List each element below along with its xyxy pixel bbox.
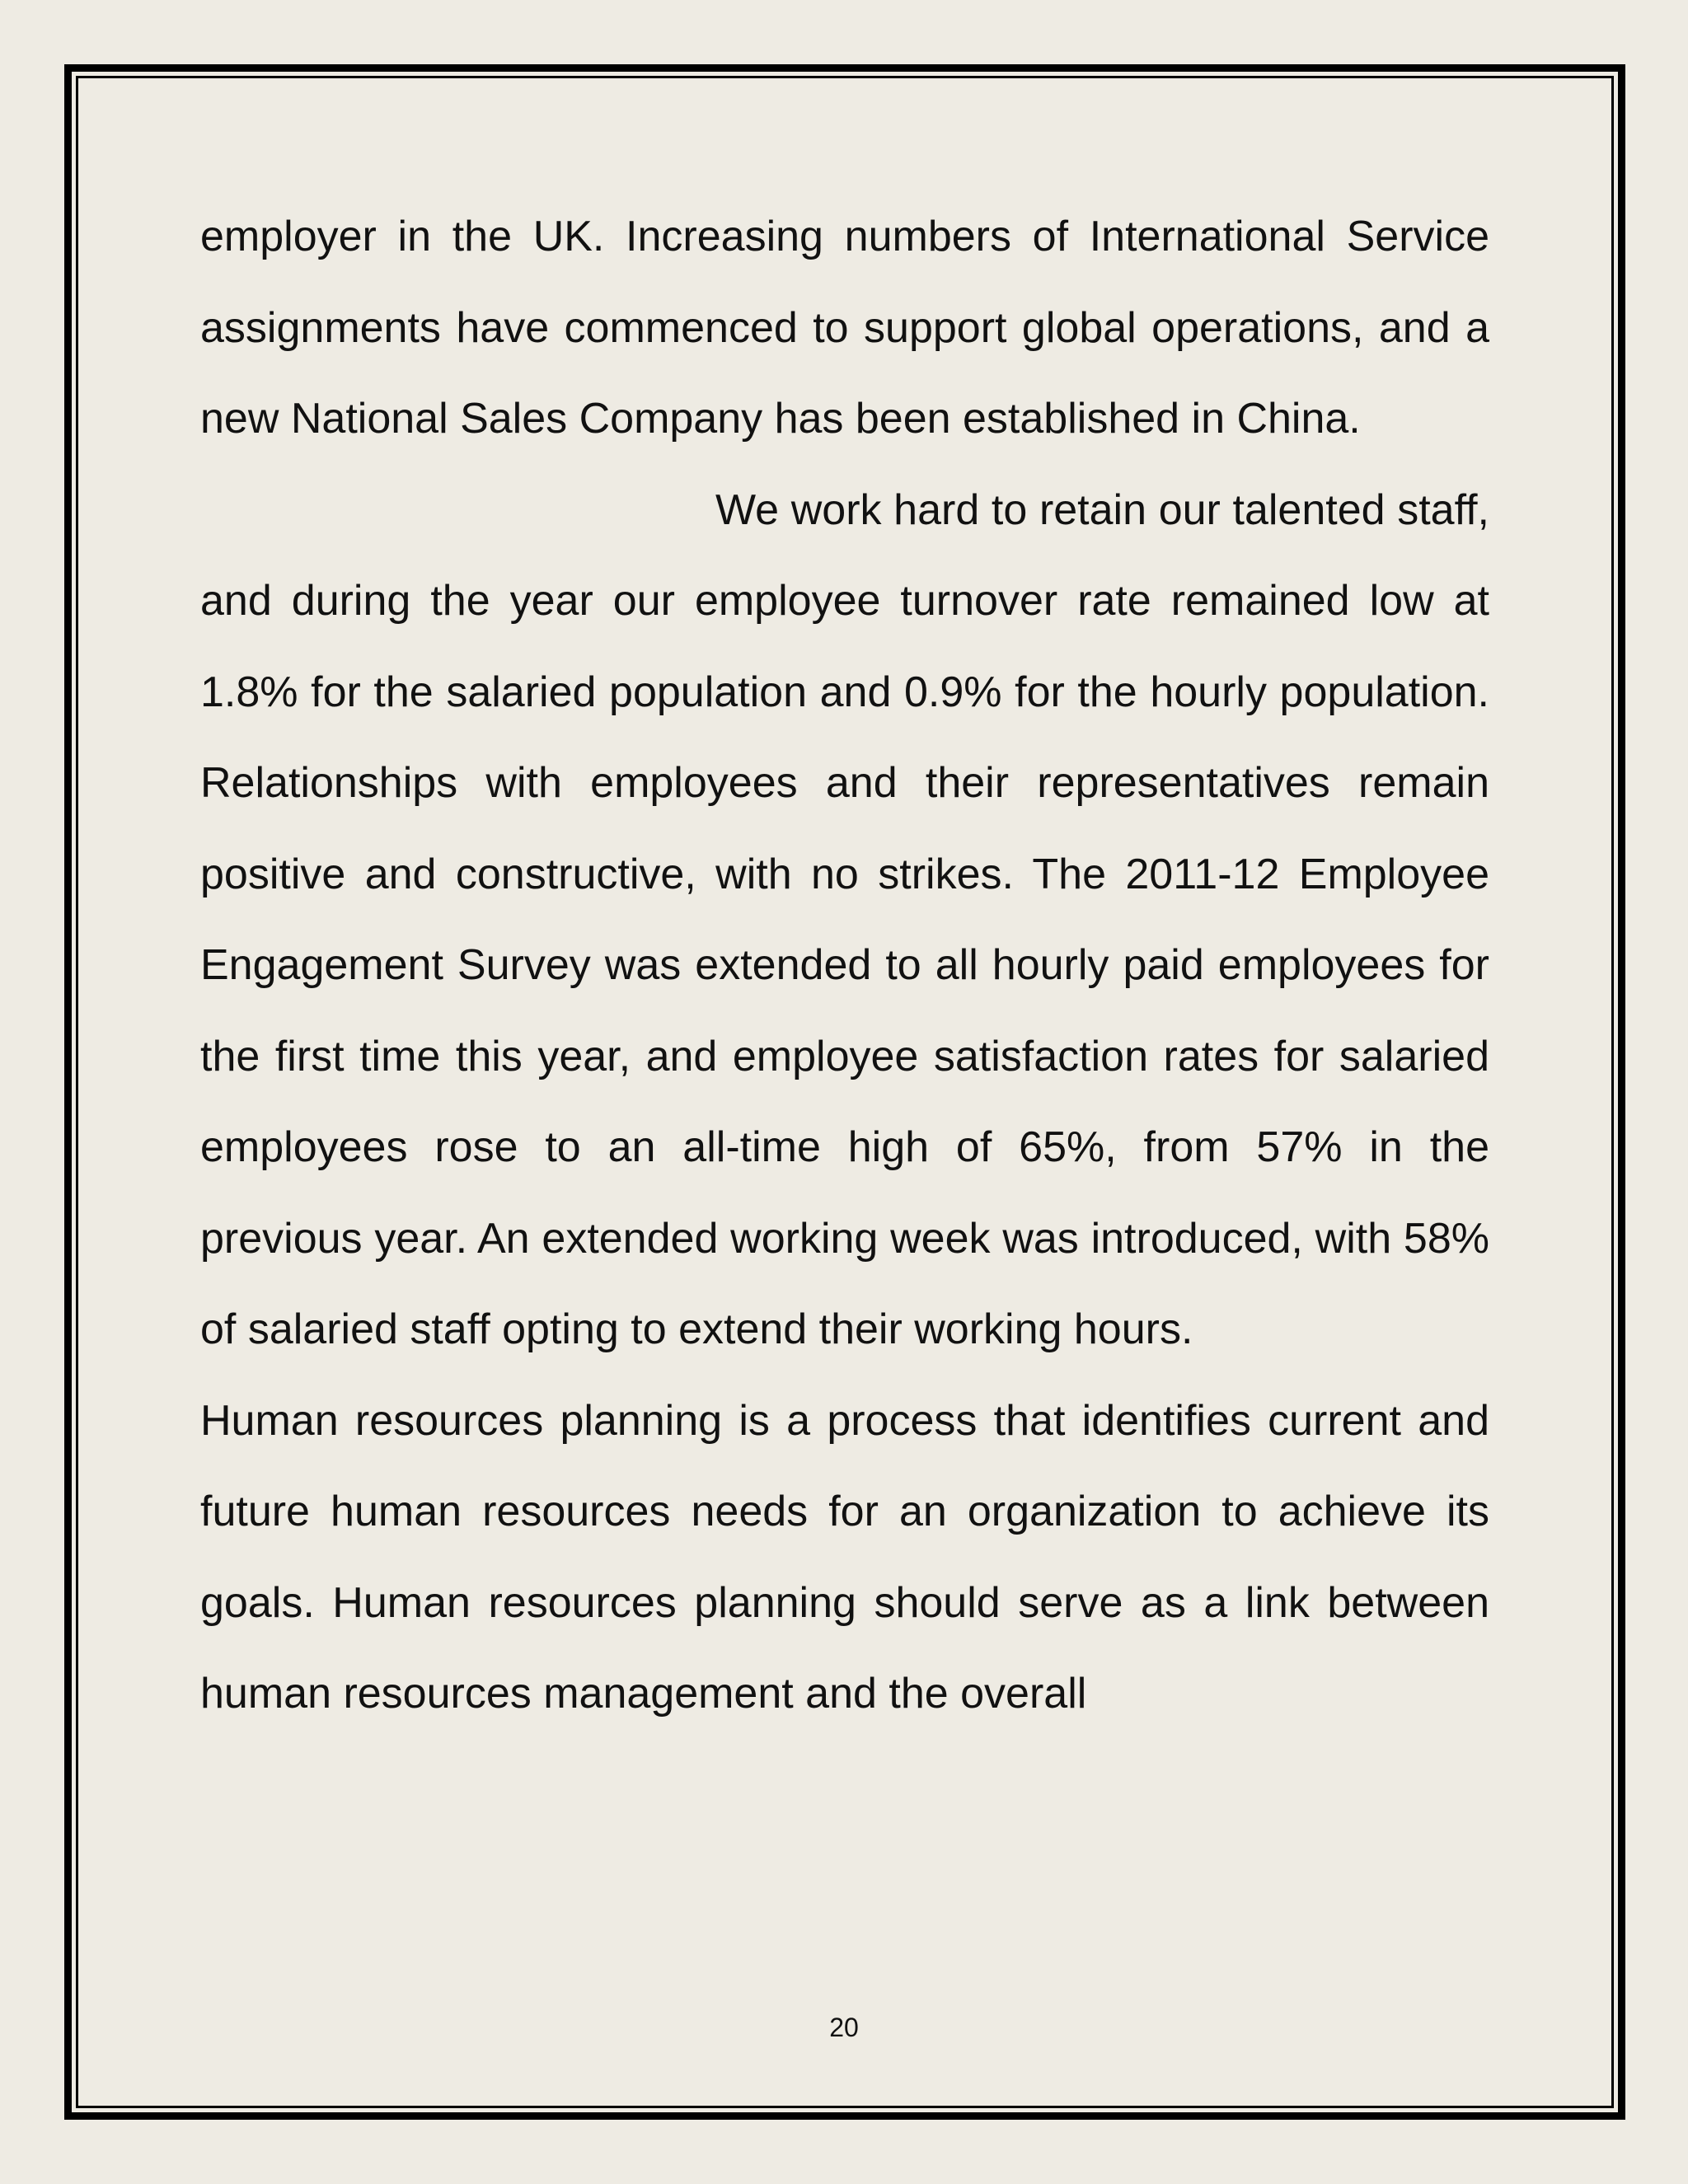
paragraph-staff-retention: We work hard to retain our talented staff, and during the year our employee turnover rate remained low at 1.8% for the salaried population and 0.9% for the hourly population. Relationships with employees and their representatives remain positive and constructive, with no strikes. The 2011-12 Employee Engagement Survey was extended to all hourly paid employees for the first time this year, and employee satisfaction rates for salaried employees rose to an all-time high of 65%, from 57% in the previous year. An extended working week was introduced, with 58% of salaried staff opting to extend their working hours. — [200, 485, 1489, 1353]
page-frame-shadow-bottom — [69, 2116, 1625, 2120]
page-frame-shadow-right — [1620, 69, 1625, 2120]
page-number: 20 — [829, 2013, 859, 2042]
document-body — [200, 191, 1489, 1740]
paragraph-international-service: employer in the UK. Increasing numbers of International Service assignments have commenced to support global operations, and a new National Sales Company has been established in China. — [200, 213, 1489, 443]
paragraph-hr-planning: Human resources planning is a process that identifies current and future human resources needs for an organization to achieve its goals. Human resources planning should serve as a link between human resources management and the overall — [200, 1396, 1489, 1718]
